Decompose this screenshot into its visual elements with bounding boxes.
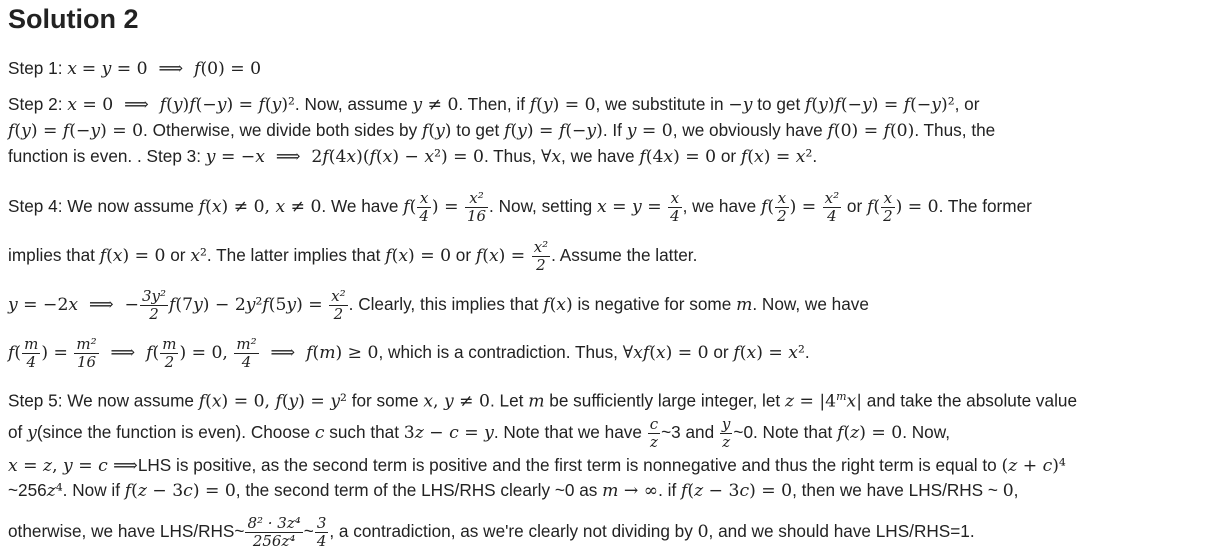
step-5-line-3: x = z, y = c ⟹LHS is positive, as the second term is positive and the first term is nonnegative and thus the right term is equal to (z + c)⁴ bbox=[8, 455, 1066, 476]
step-5-line-2: of y(since the function is even). Choose c such that 3z − c = y. Note that we have $\frac{c}{z}$ ~3 and $\frac{y}{z}$ ~0. Note that f(z) = 0. Now, bbox=[8, 414, 950, 451]
solution-title: Solution 2 bbox=[8, 4, 139, 34]
step-4-line-3: y = −2x ⟹ − $\frac{\text{3y²}}{2}$ f(7y) − 2y²f(5y) = $\frac{\text{x²}}{2}$ . Clearly, this implies that f(x) is negative for some m. Now, we have bbox=[8, 286, 869, 323]
step-3-line: function is even. . Step 3: y = −x ⟹ 2f(4x)(f(x) − x²) = 0. Thus, ∀x, we have f(4x) = 0 or f(x) = x². bbox=[8, 146, 818, 167]
step-4-line-1: Step 4: We now assume f(x) ≠ 0, x ≠ 0. We have f( $\frac{x}{4}$ ) = $\frac{\text{x²}}{16}$ . Now, setting x = y = $\frac{x}{4}$ , we have f( $\frac{x}{2}$ ) = $\frac{\text{x²}}{4}$ or f( $\frac{x}{2}$ ) = 0. The former bbox=[8, 188, 1032, 225]
step-5-line-5: otherwise, we have LHS/RHS~ $\frac{\text{8² · 3z⁴}}{\text{256z⁴}}$ ~ $\frac{3}{4}$ , a contradiction, as we're clearly not dividing by 0, and we should have LHS/RHS=1. bbox=[8, 513, 975, 550]
step-2-line-1: Step 2: x = 0 ⟹ f(y)f(−y) = f(y)². Now, assume y ≠ 0. Then, if f(y) = 0, we substitute in −y to get f(y)f(−y) = f(−y)², or bbox=[8, 94, 980, 115]
step-5-line-4: ~256z⁴. Now if f(z − 3c) = 0, the second term of the LHS/RHS clearly ~0 as m → ∞. if f(z − 3c) = 0, then we have LHS/RHS ~ 0, bbox=[8, 480, 1019, 501]
step-2-line-2: f(y) = f(−y) = 0. Otherwise, we divide both sides by f(y) to get f(y) = f(−y). If y = 0, we obviously have f(0) = f(0). Thus, the bbox=[8, 120, 996, 141]
step-5-line-1: Step 5: We now assume f(x) = 0, f(y) = y² for some x, y ≠ 0. Let m be sufficiently large integer, let $z = |4^mx|$ and take the absolute value bbox=[8, 390, 1078, 412]
step-4-line-2: implies that f(x) = 0 or x². The latter implies that f(x) = 0 or f(x) = $\frac{\text{x²}}{2}$ . Assume the latter. bbox=[8, 237, 698, 274]
step-4-line-4: f( $\frac{m}{4}$ ) = $\frac{\text{m²}}{16}$ ⟹ f( $\frac{m}{2}$ ) = 0, $\frac{\text{m²}}{4}$ ⟹ f(m) ≥ 0, which is a contradiction. Thus, ∀xf(x) = 0 or f(x) = x². bbox=[8, 334, 810, 371]
step-1-line: Step 1: x = y = 0 ⟹ f(0) = 0 bbox=[8, 58, 262, 79]
